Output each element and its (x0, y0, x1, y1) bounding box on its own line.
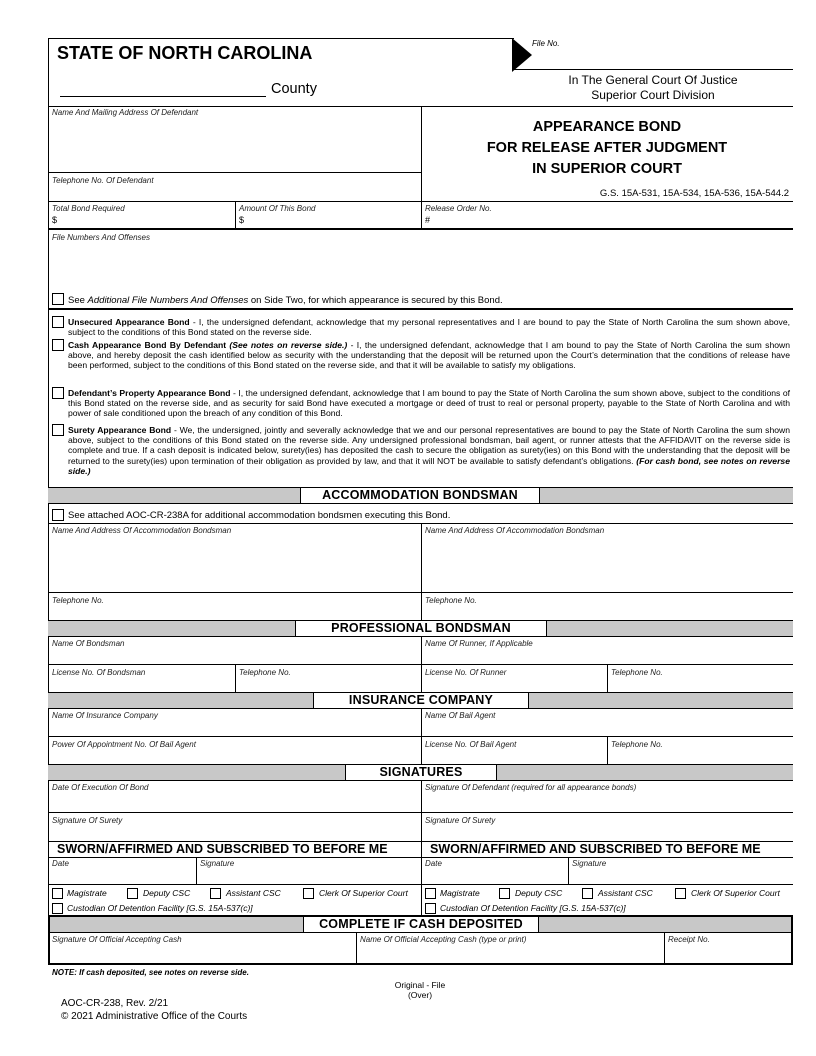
professional-heading: PROFESSIONAL BONDSMAN (295, 621, 547, 636)
power-appointment-label: Power Of Appointment No. Of Bail Agent (52, 740, 196, 749)
file-no-line[interactable] (512, 69, 793, 70)
bondsman-phone-label: Telephone No. (239, 668, 291, 677)
sworn-signature-label-left: Signature (200, 859, 235, 868)
unsecured-bond-checkbox[interactable] (52, 316, 64, 328)
release-order-field[interactable]: # (425, 215, 431, 225)
rule (48, 664, 793, 665)
rule (48, 201, 793, 202)
court-line-1: In The General Court Of Justice (568, 73, 738, 87)
form-title-3: IN SUPERIOR COURT (532, 161, 682, 177)
statutes: G.S. 15A-531, 15A-534, 15A-536, 15A-544.2 (599, 188, 789, 199)
rule (421, 841, 422, 915)
copyright: © 2021 Administrative Office of the Courts (61, 1011, 248, 1022)
rule (421, 523, 422, 620)
surety-signature-label-left: Signature Of Surety (52, 816, 123, 825)
custodian-checkbox-right[interactable] (425, 903, 436, 914)
rule (568, 857, 569, 884)
assistant-csc-label-right: Assistant CSC (598, 888, 653, 898)
deputy-csc-checkbox-left[interactable] (127, 888, 138, 899)
magistrate-checkbox-left[interactable] (52, 888, 63, 899)
bail-agent-license-label: License No. Of Bail Agent (425, 740, 517, 749)
sworn-heading-left: SWORN/AFFIRMED AND SUBSCRIBED TO BEFORE ME (57, 842, 388, 856)
rule (48, 503, 793, 504)
defendant-phone-label: Telephone No. Of Defendant (52, 176, 154, 185)
surety-bond-text: Surety Appearance Bond - We, the undersigned, jointly and severally acknowledge that we and our personal representatives are bound to pay the State of North Carolina the sum shown above, subject to the conditions of this Bond stated on the reverse side. Any undersigned professional bondsman, bail agent, or runner attests that the AFFIDAVIT on the reverse side is complete and true. If a cash deposit is indicated below, surety(ies) has deposited the cash to secure the obligation as surety(ies) on this Bond with the understanding that the deposit will be returned to the surety(ies) upon termination of their obligation as provided by law, and that it will NOT be available to satisfy defendant’s obligations. (For cash bond, see notes on reverse side.) (68, 425, 790, 476)
sworn-heading-right: SWORN/AFFIRMED AND SUBSCRIBED TO BEFORE ME (430, 842, 761, 856)
sworn-date-label-left: Date (52, 859, 69, 868)
county-label: County (271, 81, 317, 97)
cash-signature-label: Signature Of Official Accepting Cash (52, 935, 182, 944)
form-number: AOC-CR-238, Rev. 2/21 (61, 998, 169, 1009)
accommodation-name-label-left: Name And Address Of Accommodation Bondsman (52, 526, 232, 535)
property-bond-checkbox[interactable] (52, 387, 64, 399)
amount-bond-label: Amount Of This Bond (239, 204, 316, 213)
thick-rule (48, 228, 793, 230)
footer-over: (Over) (407, 990, 433, 1000)
bail-agent-label: Name Of Bail Agent (425, 711, 496, 720)
assistant-csc-label-left: Assistant CSC (226, 888, 281, 898)
sworn-date-label-right: Date (425, 859, 442, 868)
deputy-csc-checkbox-right[interactable] (499, 888, 510, 899)
attached-bondsmen-text: See attached AOC-CR-238A for additional accommodation bondsmen executing this Bond. (68, 510, 451, 521)
thick-rule (48, 308, 793, 310)
execution-date-label: Date Of Execution Of Bond (52, 783, 149, 792)
clerk-label-left: Clerk Of Superior Court (319, 888, 408, 898)
offenses-label: File Numbers And Offenses (52, 233, 150, 242)
rule (48, 857, 793, 858)
total-bond-field[interactable]: $ (52, 215, 58, 225)
release-order-label: Release Order No. (425, 204, 492, 213)
arrow-marker-icon (512, 38, 534, 72)
footer-original: Original - File (394, 980, 446, 990)
cash-official-name-label: Name Of Official Accepting Cash (type or print) (360, 935, 527, 944)
clerk-checkbox-left[interactable] (303, 888, 314, 899)
signatures-heading: SIGNATURES (345, 765, 497, 780)
bail-agent-phone-label: Telephone No. (611, 740, 663, 749)
county-blank[interactable] (60, 96, 266, 97)
rule (235, 664, 236, 693)
rule (664, 932, 665, 963)
assistant-csc-checkbox-right[interactable] (582, 888, 593, 899)
rule (48, 736, 793, 737)
rule (48, 812, 793, 813)
runner-name-label: Name Of Runner, If Applicable (425, 639, 533, 648)
custodian-label-right: Custodian Of Detention Facility [G.S. 15A-537(c)] (440, 903, 626, 913)
property-bond-text: Defendant’s Property Appearance Bond - I, the undersigned defendant, acknowledge that I am bound to pay the State of North Carolina the sum shown above, subject to the conditions of this Bond stated on the reverse side, and as security for said Bond have executed a mortgage or deed of trust to real or personal property, payable to the State of North Carolina and with power of sale conditioned upon the breach of any condition of this Bond. (68, 388, 791, 419)
court-line-2: Superior Court Division (591, 88, 715, 102)
form-title-1: APPEARANCE BOND (532, 119, 682, 135)
accommodation-heading: ACCOMMODATION BONDSMAN (300, 488, 540, 503)
custodian-label-left: Custodian Of Detention Facility [G.S. 15A-537(c)] (67, 903, 253, 913)
top-border (48, 38, 514, 39)
deputy-csc-label-right: Deputy CSC (515, 888, 563, 898)
clerk-label-right: Clerk Of Superior Court (691, 888, 780, 898)
clerk-checkbox-right[interactable] (675, 888, 686, 899)
surety-signature-label-right: Signature Of Surety (425, 816, 496, 825)
runner-license-label: License No. Of Runner (425, 668, 507, 677)
accommodation-phone-label-left: Telephone No. (52, 596, 104, 605)
magistrate-label-left: Magistrate (67, 888, 107, 898)
bondsman-name-label: Name Of Bondsman (52, 639, 125, 648)
defendant-name-label: Name And Mailing Address Of Defendant (52, 108, 199, 117)
total-bond-label: Total Bond Required (52, 204, 125, 213)
cash-bond-checkbox[interactable] (52, 339, 64, 351)
surety-bond-checkbox[interactable] (52, 424, 64, 436)
receipt-no-label: Receipt No. (668, 935, 710, 944)
rule (48, 884, 793, 885)
defendant-signature-label: Signature Of Defendant (required for all appearance bonds) (425, 783, 637, 792)
cash-heading: COMPLETE IF CASH DEPOSITED (303, 917, 539, 932)
rule (607, 736, 608, 765)
magistrate-checkbox-right[interactable] (425, 888, 436, 899)
custodian-checkbox-left[interactable] (52, 903, 63, 914)
footer-note: NOTE: If cash deposited, see notes on reverse side. (52, 968, 249, 977)
rule (356, 932, 357, 963)
form-title-2: FOR RELEASE AFTER JUDGMENT (486, 140, 728, 156)
assistant-csc-checkbox-left[interactable] (210, 888, 221, 899)
deputy-csc-label-left: Deputy CSC (143, 888, 191, 898)
rule (50, 932, 791, 933)
bondsman-license-label: License No. Of Bondsman (52, 668, 146, 677)
cash-bond-text: Cash Appearance Bond By Defendant (See notes on reverse side.) - I, the undersigned defendant, acknowledge that I am bound to pay the State of North Carolina the sum shown above, and hereby deposit the cash identified below as security with the understanding that the deposit will be returned upon the Court’s determination that the conditions of release have been performed, subject to the conditions of this Bond stated on the reverse side, and that it will be available to satisfy my obligations. (68, 340, 790, 371)
amount-bond-field[interactable]: $ (239, 215, 245, 225)
unsecured-bond-text: Unsecured Appearance Bond - I, the undersigned defendant, acknowledge that my personal representatives and I are bound to pay the State of North Carolina the sum shown above, subject to the conditions of this Bond stated on the reverse side. (68, 317, 790, 338)
rule (48, 592, 793, 593)
accommodation-phone-label-right: Telephone No. (425, 596, 477, 605)
rule (196, 857, 197, 884)
attached-bondsmen-checkbox[interactable] (52, 509, 64, 521)
rule (48, 172, 421, 173)
sworn-signature-label-right: Signature (572, 859, 607, 868)
state-title: STATE OF NORTH CAROLINA (57, 43, 313, 63)
left-border (48, 38, 49, 916)
rule (235, 201, 236, 229)
rule (607, 664, 608, 693)
magistrate-label-right: Magistrate (440, 888, 480, 898)
additional-offenses-text: See Additional File Numbers And Offenses on Side Two, for which appearance is secured by this Bond. (68, 295, 503, 306)
additional-offenses-checkbox[interactable] (52, 293, 64, 305)
insurance-heading: INSURANCE COMPANY (313, 693, 529, 708)
accommodation-name-label-right: Name And Address Of Accommodation Bondsman (425, 526, 605, 535)
file-no-label: File No. (532, 39, 560, 48)
insurance-company-label: Name Of Insurance Company (52, 711, 158, 720)
rule (421, 780, 422, 842)
runner-phone-label: Telephone No. (611, 668, 663, 677)
